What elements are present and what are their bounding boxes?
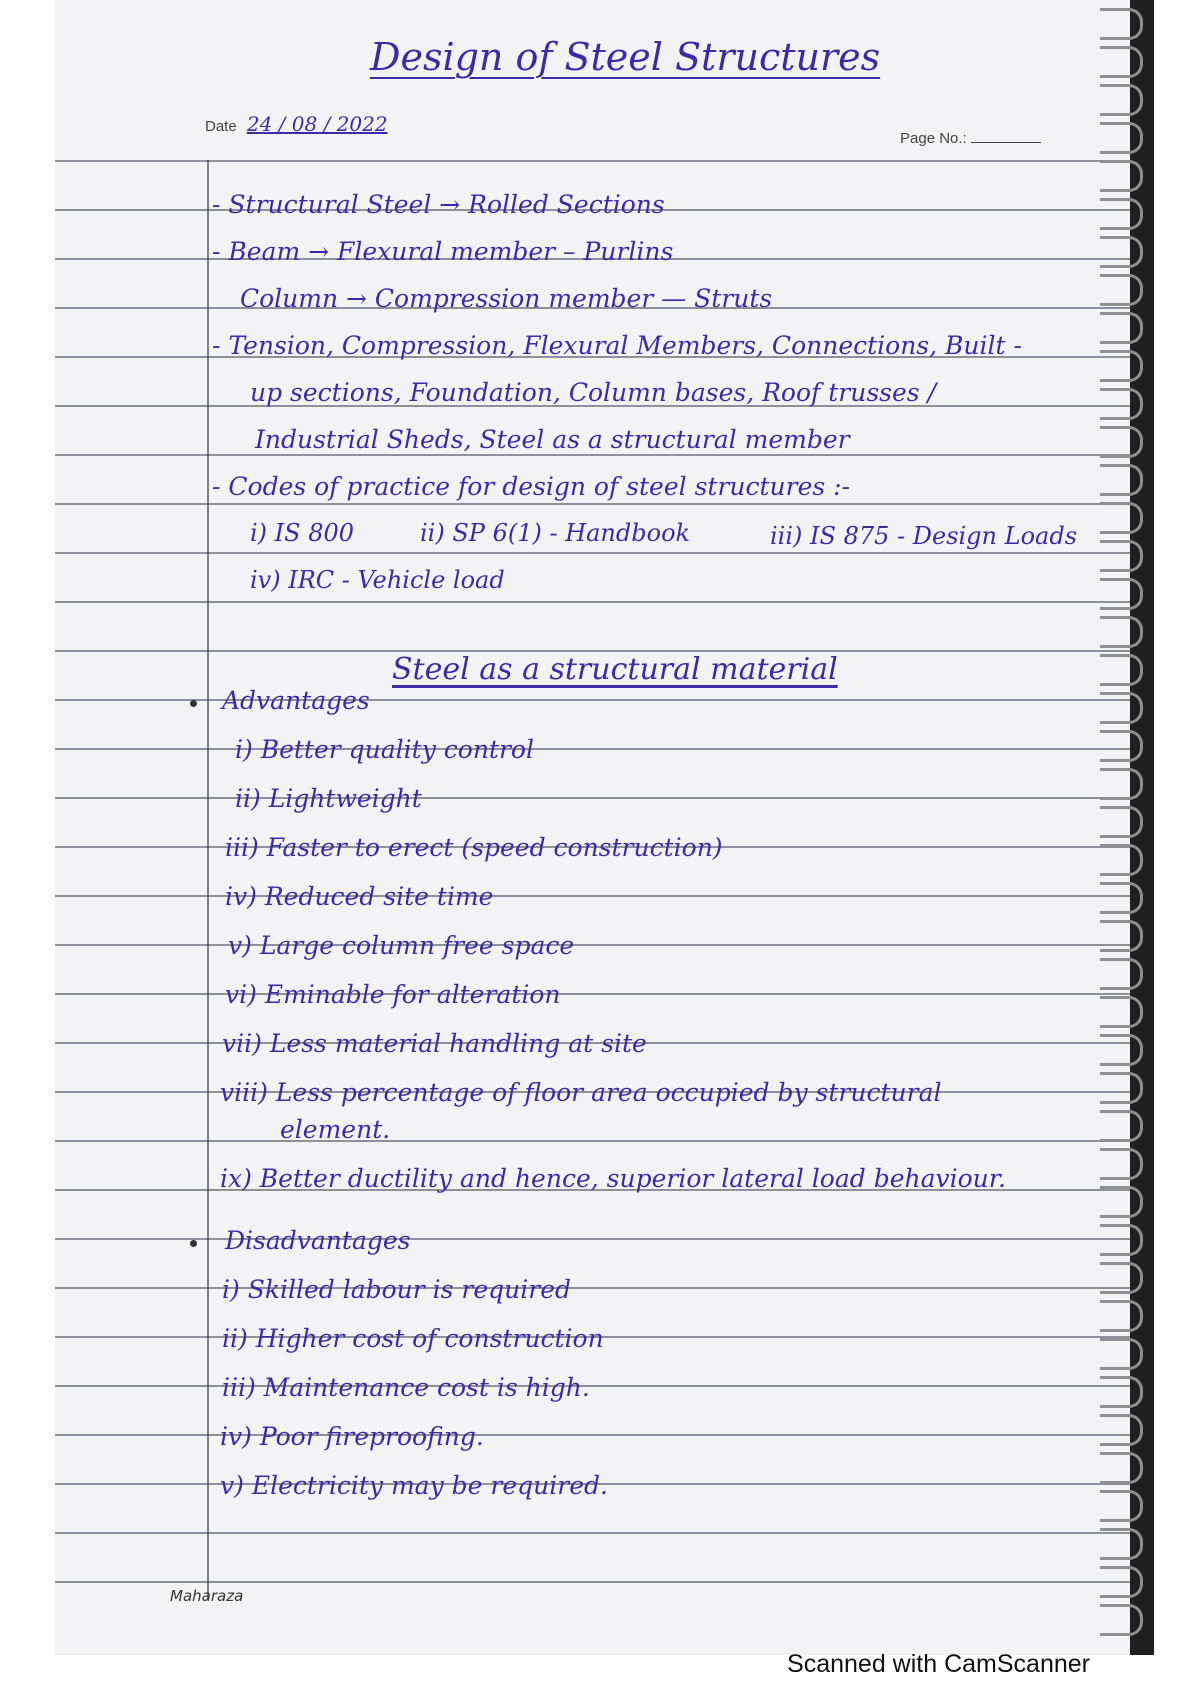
advantage-item: ix) Better ductility and hence, superior lateral load behaviour. [220,1164,1006,1193]
section-heading: Steel as a structural material [392,652,838,687]
note-line: - Codes of practice for design of steel structures :- [212,472,851,501]
note-line: - Tension, Compression, Flexural Members, Connections, Built - [212,331,1022,360]
code-item: i) IS 800 [250,519,355,547]
page-title: Design of Steel Structures [370,35,881,79]
page-number-label: Page No.: [900,130,967,147]
scanner-watermark: Scanned with CamScanner [787,1650,1090,1678]
advantage-item: iv) Reduced site time [225,882,494,911]
code-item: iii) IS 875 - Design Loads [770,522,1078,550]
advantage-item: vii) Less material handling at site [222,1029,647,1058]
disadvantage-item: v) Electricity may be required. [220,1471,608,1500]
page-number-field [900,130,1041,147]
date-label: Date [205,118,237,135]
disadvantage-item: ii) Higher cost of construction [222,1324,604,1353]
advantage-item: iii) Faster to erect (speed construction) [225,833,723,862]
date-value: 24 / 08 / 2022 [246,112,388,136]
advantage-item: i) Better quality control [235,735,534,764]
note-line: Column → Compression member — Struts [240,284,773,313]
note-line: Industrial Sheds, Steel as a structural member [255,425,850,454]
code-item: iv) IRC - Vehicle load [250,566,505,594]
advantage-item-continued: element. [280,1115,391,1144]
bullet-icon [190,1240,197,1247]
bullet-icon [190,700,197,707]
note-line: - Structural Steel → Rolled Sections [212,190,665,219]
spiral-binding [1100,0,1145,1640]
margin-line [207,160,209,1600]
disadvantage-item: iii) Maintenance cost is high. [222,1373,590,1402]
disadvantage-item: i) Skilled labour is required [222,1275,572,1304]
note-line: - Beam → Flexural member – Purlins [212,237,674,266]
advantage-item: viii) Less percentage of floor area occupied by structural [220,1078,942,1107]
advantage-item: ii) Lightweight [235,784,422,813]
date-field [205,112,388,136]
advantage-item: vi) Eminable for alteration [225,980,561,1009]
advantage-item: v) Large column free space [228,931,575,960]
advantages-title: Advantages [222,686,370,715]
note-line: up sections, Foundation, Column bases, Roof trusses / [250,378,936,407]
disadvantage-item: iv) Poor fireproofing. [220,1422,484,1451]
disadvantages-title: Disadvantages [225,1226,411,1255]
signature: Maharaza [170,1587,244,1605]
code-item: ii) SP 6(1) - Handbook [420,519,691,547]
